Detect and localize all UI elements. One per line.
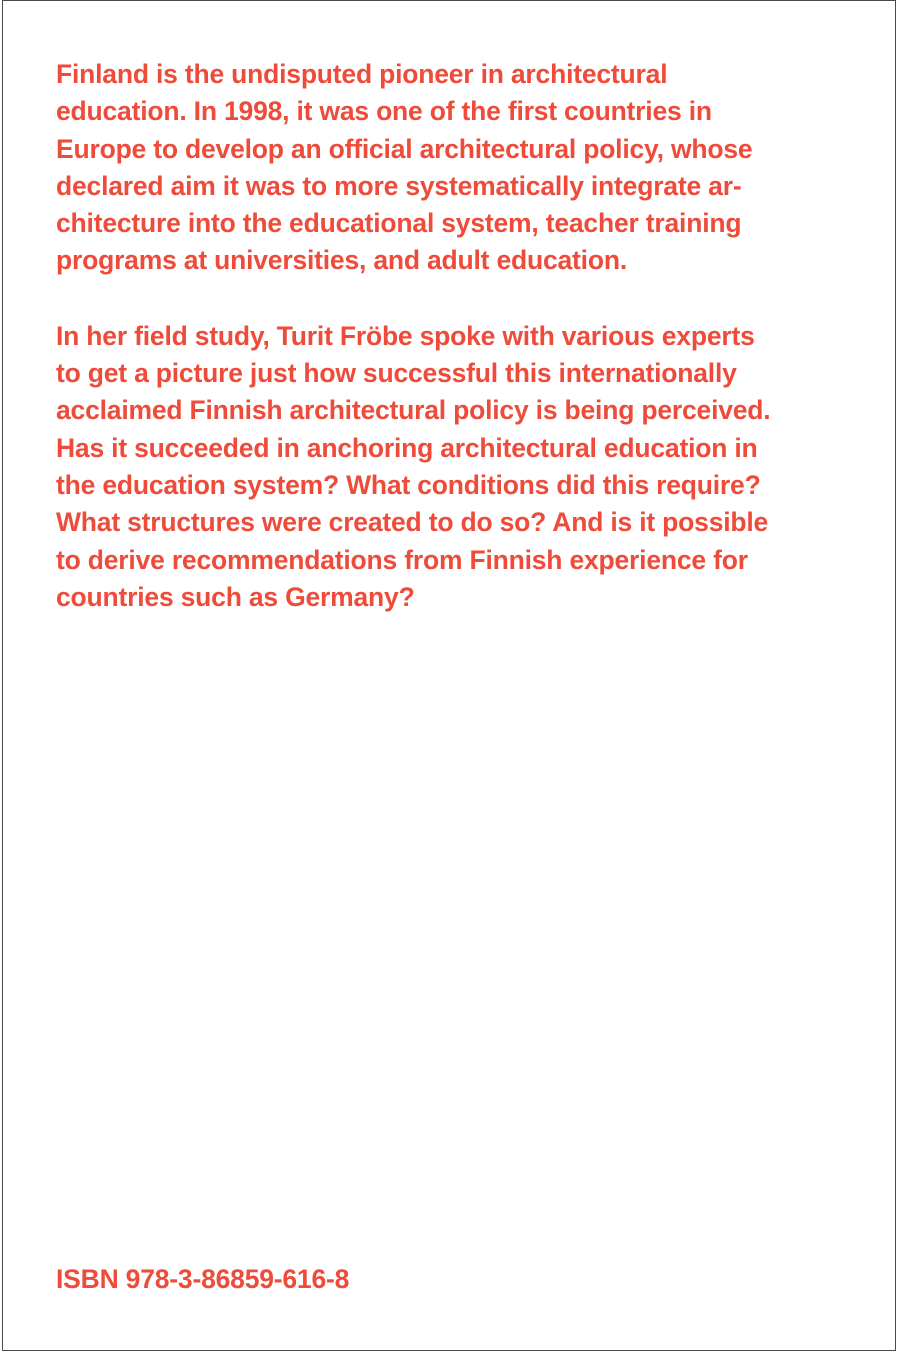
text-line: to get a picture just how successful this internationally — [56, 358, 737, 389]
text-line: education. In 1998, it was one of the first countries in — [56, 96, 712, 127]
blurb-text — [56, 56, 856, 654]
text-line: programs at universities, and adult education. — [56, 245, 627, 276]
text-line: In her field study, Turit Fröbe spoke with various experts — [56, 320, 755, 351]
back-cover-page — [2, 0, 896, 1351]
text-line: Finland is the undisputed pioneer in architectural — [56, 59, 668, 89]
paragraph-intro — [56, 56, 856, 280]
text-line: declared aim it was to more systematically integrate ar- — [56, 170, 742, 201]
text-line: to derive recommendations from Finnish experience for — [56, 544, 748, 575]
isbn-number: ISBN 978-3-86859-616-8 — [56, 1264, 350, 1294]
text-line: Europe to develop an official architectural policy, whose — [56, 133, 753, 164]
text-line: Has it succeeded in anchoring architectural education in — [56, 432, 758, 463]
text-line: chitecture into the educational system, teacher training — [56, 208, 742, 239]
text-line: What structures were created to do so? And is it possible — [56, 507, 769, 538]
text-line: countries such as Germany? — [56, 581, 415, 612]
text-line: acclaimed Finnish architectural policy is being perceived. — [56, 395, 771, 426]
paragraph-field-study — [56, 318, 856, 616]
text-line: the education system? What conditions did this require? — [56, 469, 761, 500]
